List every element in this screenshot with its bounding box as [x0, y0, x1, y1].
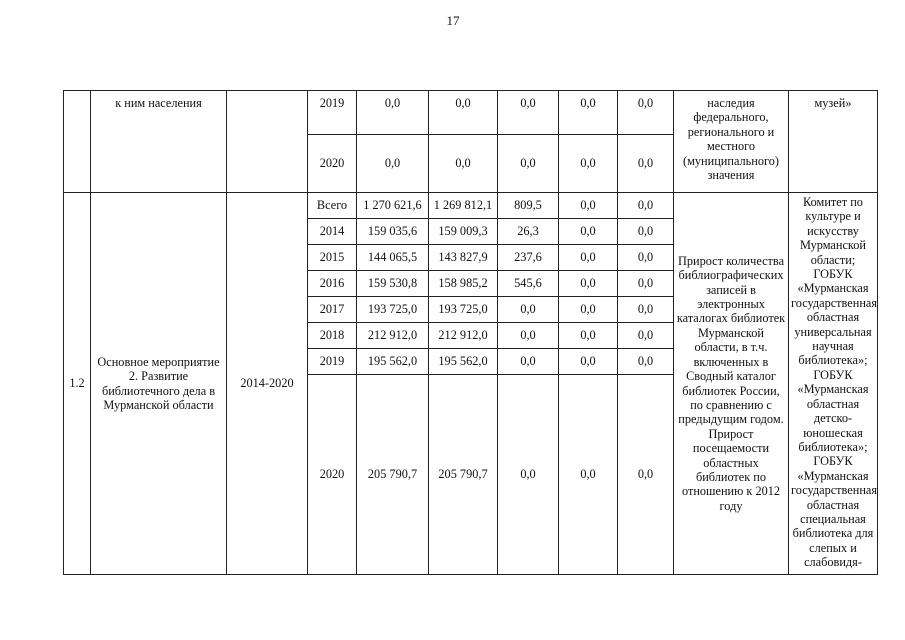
value-cell: 0,0 [618, 323, 674, 349]
value-cell: 0,0 [618, 375, 674, 575]
value-cell: 212 912,0 [357, 323, 429, 349]
value-cell: 144 065,5 [357, 245, 429, 271]
value-cell: 193 725,0 [357, 297, 429, 323]
value-cell: 0,0 [498, 135, 559, 193]
value-cell: 0,0 [498, 323, 559, 349]
period-cell-empty [227, 91, 308, 193]
value-cell: 0,0 [357, 91, 429, 135]
year-cell: 2019 [308, 91, 357, 135]
event-name-cell: к ним населения [91, 91, 227, 193]
year-cell: Всего [308, 193, 357, 219]
value-cell: 205 790,7 [357, 375, 429, 575]
value-cell: 158 985,2 [429, 271, 498, 297]
value-cell: 0,0 [618, 271, 674, 297]
value-cell: 0,0 [559, 375, 618, 575]
year-cell: 2018 [308, 323, 357, 349]
value-cell: 143 827,9 [429, 245, 498, 271]
budget-table [63, 90, 878, 575]
year-cell: 2019 [308, 349, 357, 375]
value-cell: 0,0 [618, 193, 674, 219]
value-cell: 0,0 [559, 219, 618, 245]
executor-cell: музей» [789, 91, 878, 193]
value-cell: 0,0 [357, 135, 429, 193]
value-cell: 0,0 [559, 323, 618, 349]
value-cell: 809,5 [498, 193, 559, 219]
value-cell: 1 269 812,1 [429, 193, 498, 219]
value-cell: 0,0 [559, 245, 618, 271]
value-cell: 1 270 621,6 [357, 193, 429, 219]
value-cell: 0,0 [429, 135, 498, 193]
year-cell: 2015 [308, 245, 357, 271]
value-cell: 0,0 [429, 91, 498, 135]
value-cell: 26,3 [498, 219, 559, 245]
value-cell: 195 562,0 [429, 349, 498, 375]
value-cell: 0,0 [559, 349, 618, 375]
value-cell: 0,0 [559, 271, 618, 297]
value-cell: 205 790,7 [429, 375, 498, 575]
value-cell: 0,0 [498, 349, 559, 375]
value-cell: 237,6 [498, 245, 559, 271]
table-row [64, 91, 878, 135]
value-cell: 0,0 [559, 297, 618, 323]
value-cell: 0,0 [559, 91, 618, 135]
period-cell: 2014-2020 [227, 193, 308, 575]
value-cell: 159 035,6 [357, 219, 429, 245]
value-cell: 0,0 [498, 91, 559, 135]
year-cell: 2020 [308, 375, 357, 575]
table-row [64, 193, 878, 219]
value-cell: 0,0 [559, 135, 618, 193]
event-name-cell: Основное мероприятие 2. Развитие библиотечного дела в Мурманской области [91, 193, 227, 575]
value-cell: 0,0 [618, 297, 674, 323]
value-cell: 0,0 [498, 297, 559, 323]
executor-cell: Комитет по культуре и искусству Мурманской области; ГОБУК «Мурманская государственная областная универсальная научная библиотека»; ГОБУК «Мурманская областная детско-юношеская библиотека»; ГОБУК «Мурманская государственная областная специальная библиотека для слепых и слабовидя- [789, 193, 878, 575]
value-cell: 159 530,8 [357, 271, 429, 297]
value-cell: 159 009,3 [429, 219, 498, 245]
year-cell: 2020 [308, 135, 357, 193]
value-cell: 212 912,0 [429, 323, 498, 349]
num-cell-empty [64, 91, 91, 193]
value-cell: 0,0 [498, 375, 559, 575]
value-cell: 195 562,0 [357, 349, 429, 375]
page-number: 17 [446, 13, 460, 28]
value-cell: 545,6 [498, 271, 559, 297]
year-cell: 2014 [308, 219, 357, 245]
value-cell: 0,0 [618, 245, 674, 271]
value-cell: 0,0 [618, 91, 674, 135]
value-cell: 0,0 [618, 349, 674, 375]
year-cell: 2016 [308, 271, 357, 297]
value-cell: 0,0 [618, 219, 674, 245]
indicator-cell: наследия федерального, регионального и местного (муниципального) значения [674, 91, 789, 193]
year-cell: 2017 [308, 297, 357, 323]
item-number-cell: 1.2 [64, 193, 91, 575]
value-cell: 193 725,0 [429, 297, 498, 323]
value-cell: 0,0 [559, 193, 618, 219]
indicator-cell: Прирост количества библиографических записей в электронных каталогах библиотек Мурманской области, в т.ч. включенных в Сводный каталог библиотек России, по сравнению с предыдущим годом. Прирост посещаемости областных библиотек по отношению к 2012 году [674, 193, 789, 575]
value-cell: 0,0 [618, 135, 674, 193]
